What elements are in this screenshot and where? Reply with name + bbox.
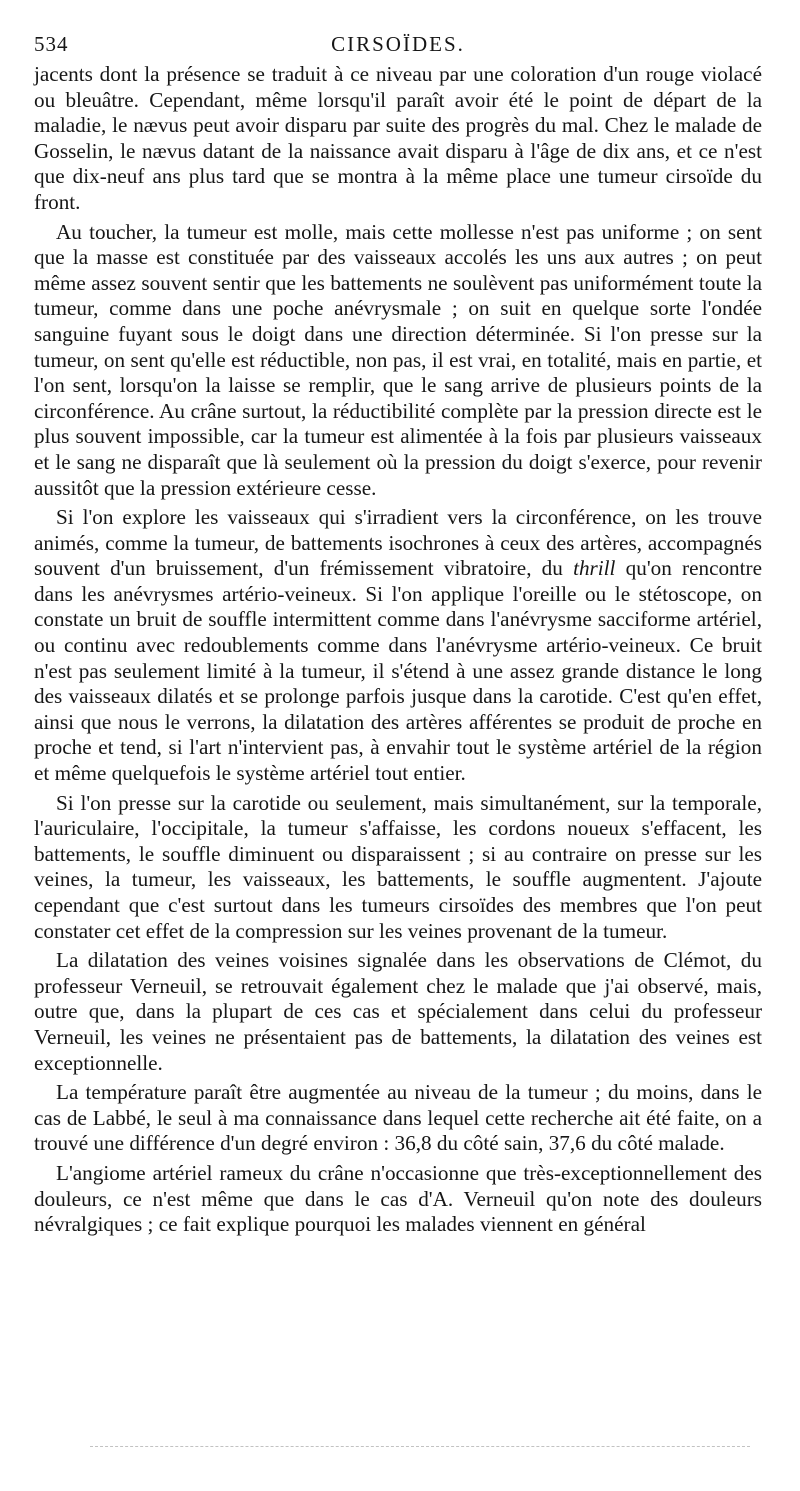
book-page (34, 26, 762, 1238)
paragraph-3-text-after: qu'on rencontre dans les anévrysmes artério-veineux. Si l'on applique l'oreille ou le stétoscope, on constate un bruit de souffle intermittent comme dans l'anévrysme sacciforme artériel, ou continu avec redoublements comme dans l'anévrysme artério-veineux. Ce bruit n'est pas seulement limité à la tumeur, il s'étend à une assez grande distance le long des vaisseaux dilatés et se prolonge parfois jusque dans la carotide. C'est qu'en effet, ainsi que nous le verrons, la dilatation des artères afférentes se produit de proche en proche et tend, si l'art n'intervient pas, à envahir tout le système artériel de la région et même quelquefois le système artériel tout entier. (34, 556, 763, 786)
paragraph-3-text-before: Si l'on explore les vaisseaux qui s'irradient vers la circonférence, on les trouve animés, comme la tumeur, de battements isochrones à ceux des artères, accompagnés souvent d'un bruissement, d'un frémissement vibratoire, du (34, 505, 762, 581)
paragraph-4: Si l'on presse sur la carotide ou seulement, mais simultanément, sur la temporale, l'auriculaire, l'occipitale, la tumeur s'affaisse, les cordons noueux s'effacent, les battements, le souffle diminuent ou disparaissent ; si au contraire on presse sur les veines, la tumeur, les vaisseaux, les battements, le souffle augmentent. J'ajoute cependant que c'est surtout dans les tumeurs cirsoïdes des membres que l'on peut constater cet effet de la compression sur les veines provenant de la tumeur. (34, 790, 762, 943)
page-header (34, 26, 762, 62)
paragraph-6: La température paraît être augmentée au niveau de la tumeur ; du moins, dans le cas de Labbé, le seul à ma connaissance dans lequel cette recherche ait été faite, on a trouvé une différence d'un degré environ : 36,8 du côté sain, 37,6 du côté malade. (34, 1080, 762, 1156)
paragraph-2: Au toucher, la tumeur est molle, mais cette mollesse n'est pas uniforme ; on sent que la masse est constituée par des vaisseaux accolés les uns aux autres ; on peut même assez souvent sentir que les battements ne soulèvent pas uniformément toute la tumeur, comme dans une poche anévrysmale ; on suit en quelque sorte l'ondée sanguine fuyant sous le doigt dans une direction déterminée. Si l'on presse sur la tumeur, on sent qu'elle est réductible, non pas, il est vrai, en totalité, mais en partie, et l'on sent, lorsqu'on la laisse se remplir, que le sang arrive de plusieurs points de la circonférence. Au crâne surtout, la réductibilité complète par la pression directe est le plus souvent impossible, car la tumeur est alimentée à la fois par plusieurs vaisseaux et le sang ne disparaît que là seulement où la pression du doigt s'exerce, pour revenir aussitôt que la pression extérieure cesse. (34, 219, 762, 500)
running-title: CIRSOÏDES. (331, 32, 465, 56)
body-text (34, 62, 762, 1238)
paragraph-1: jacents dont la présence se traduit à ce niveau par une coloration d'un rouge violacé ou bleuâtre. Cependant, même lorsqu'il paraît avoir été le point de départ de la maladie, le nævus peut avoir disparu par suite des progrès du mal. Chez le malade de Gosselin, le nævus datant de la naissance avait disparu à l'âge de dix ans, et ce n'est que dix-neuf ans plus tard que se montra à la même place une tumeur cirsoïde du front. (34, 62, 762, 214)
footer-rule (90, 1446, 750, 1447)
paragraph-3 (34, 505, 762, 787)
paragraph-7: L'angiome artériel rameux du crâne n'occasionne que très-exceptionnellement des douleurs, ce n'est même que dans le cas d'A. Verneuil qu'on note des douleurs névralgiques ; ce fait explique pourquoi les malades viennent en général (34, 1160, 762, 1237)
italic-term-thrill: thrill (573, 556, 616, 581)
paragraph-5: La dilatation des veines voisines signalée dans les observations de Clémot, du professeur Verneuil, se retrouvait également chez le malade que j'ai observé, mais, outre que, dans la plupart de ces cas et spécialement dans celui du professeur Verneuil, les veines ne présentaient pas de battements, la dilatation des veines est exceptionnelle. (34, 948, 762, 1075)
page-number: 534 (34, 32, 69, 56)
